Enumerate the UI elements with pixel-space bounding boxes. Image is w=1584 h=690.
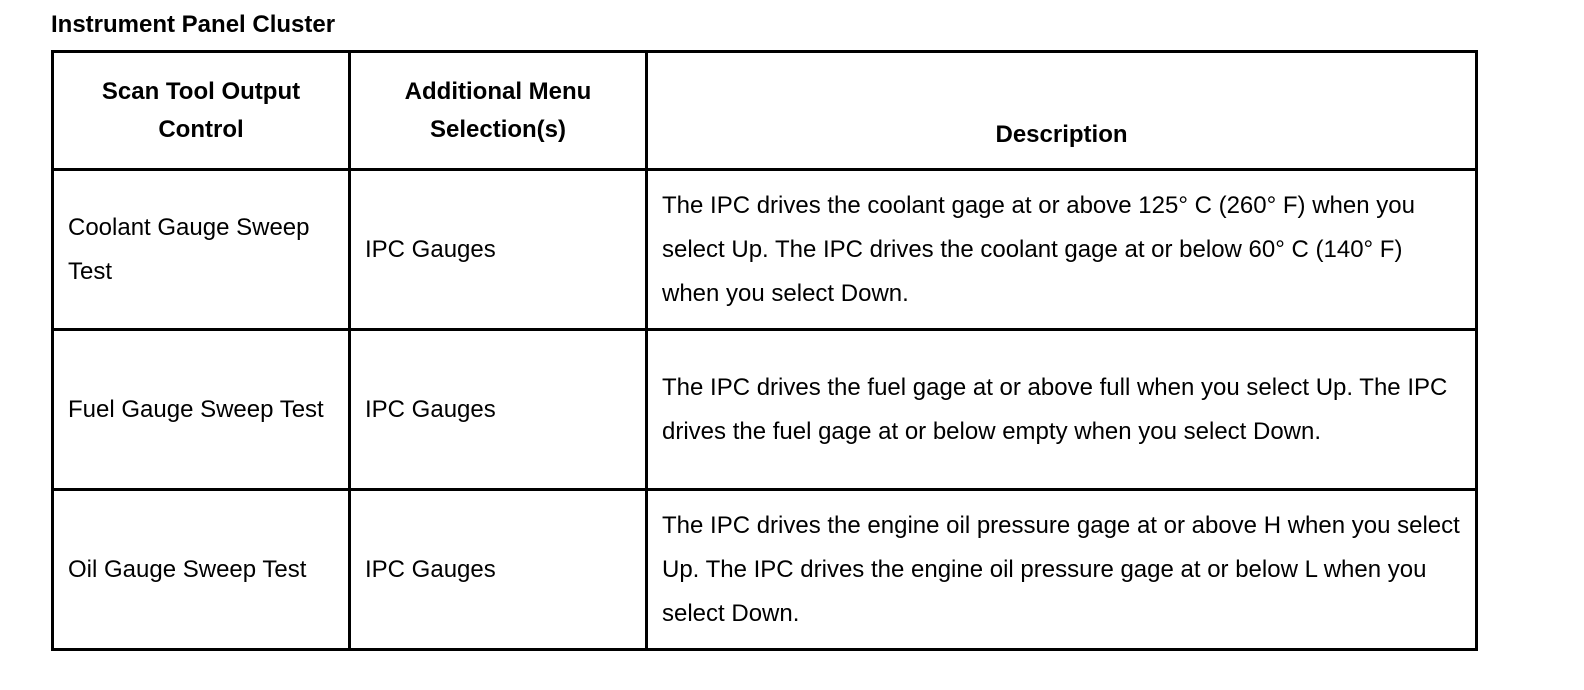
menu-selection-cell: IPC Gauges	[350, 490, 647, 650]
header-description: Description	[647, 52, 1477, 170]
ipc-output-control-table	[51, 50, 1478, 651]
table-header-row	[53, 52, 1477, 170]
menu-selection-cell: IPC Gauges	[350, 330, 647, 490]
description-cell: The IPC drives the engine oil pressure gage at or above H when you select Up. The IPC drives the engine oil pressure gage at or below L when you select Down.	[647, 490, 1477, 650]
page-title: Instrument Panel Cluster	[51, 11, 336, 38]
table-row	[53, 490, 1477, 650]
menu-selection-cell: IPC Gauges	[350, 170, 647, 330]
output-control-cell: Fuel Gauge Sweep Test	[53, 330, 350, 490]
header-scan-tool-output-control: Scan Tool Output Control	[53, 52, 350, 170]
description-cell: The IPC drives the fuel gage at or above full when you select Up. The IPC drives the fuel gage at or below empty when you select Down.	[647, 330, 1477, 490]
header-additional-menu-selection: Additional Menu Selection(s)	[350, 52, 647, 170]
table-row	[53, 170, 1477, 330]
table-row	[53, 330, 1477, 490]
description-cell: The IPC drives the coolant gage at or above 125° C (260° F) when you select Up. The IPC drives the coolant gage at or below 60° C (140° F) when you select Down.	[647, 170, 1477, 330]
output-control-cell: Coolant Gauge Sweep Test	[53, 170, 350, 330]
output-control-cell: Oil Gauge Sweep Test	[53, 490, 350, 650]
